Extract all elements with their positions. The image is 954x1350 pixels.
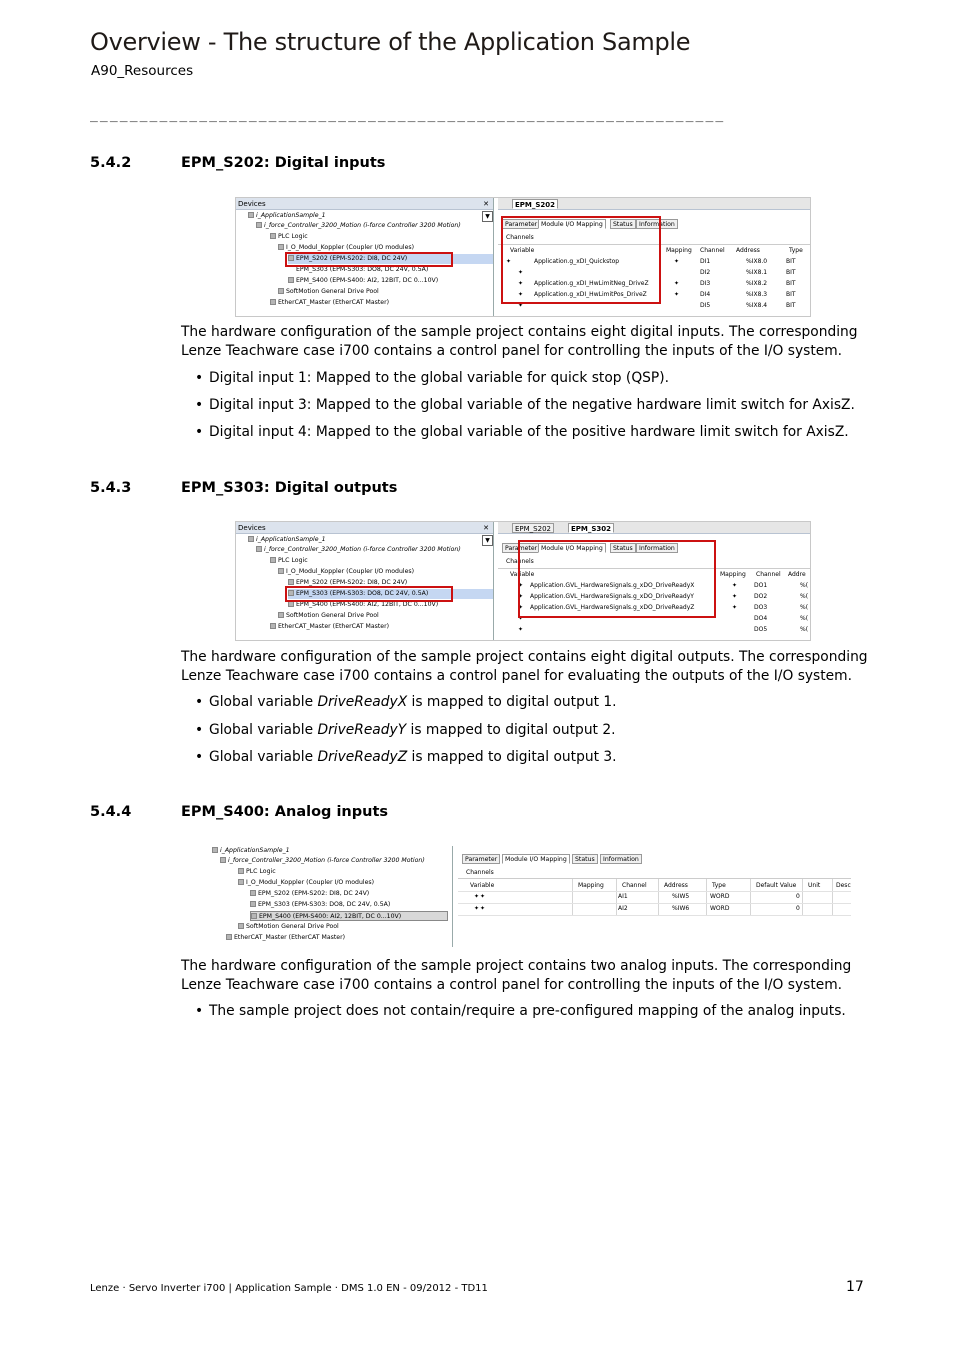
tab-status[interactable]: Status [610,219,636,229]
tree-item[interactable]: EPM_S400 (EPM-S400: AI2, 12BIT, DC 0...10V) [288,600,438,610]
section-number: 5.4.4 [90,804,132,820]
table-row[interactable]: ✦ Application.GVL_HardwareSignals.g_xDO_DriveReadyX ✦ DO1 %( [518,582,809,589]
ethercat-icon [270,623,276,629]
tree-item[interactable]: EtherCAT_Master (EtherCAT Master) [270,298,389,308]
table-row[interactable]: ✦ Application.GVL_HardwareSignals.g_xDO_DriveReadyZ ✦ DO3 %( [518,604,809,611]
map-icon: ✦ [674,280,680,287]
drive-pool-icon [278,612,284,618]
table-row[interactable]: ✦ ✦ AI2 %IW6 WORD 0 [474,905,800,912]
table-row[interactable]: ✦ Application.g_xDI_HwLimitPos_DriveZ ✦ DI4 %IX8.3 BIT [518,291,796,298]
device-icon [256,222,262,228]
drive-pool-icon [278,288,284,294]
highlight-box [285,252,453,267]
tree-item[interactable]: EPM_S303 (EPM-S303: DO8, DC 24V, 0.5A) [296,266,429,273]
doc-tab-epm-s202[interactable]: EPM_S202 [512,199,558,209]
tree-item[interactable]: I_O_Modul_Koppler (Coupler I/O modules) [238,878,374,888]
col-default-value: Default Value [756,882,797,889]
tree-item[interactable]: PLC Logic [270,232,308,242]
map-icon: ✦ [732,593,738,600]
doc-tab-epm-s202[interactable]: EPM_S202 [512,523,554,533]
tab-module-io-mapping[interactable]: Module I/O Mapping [502,854,570,864]
table-row[interactable]: ✦ Application.GVL_HardwareSignals.g_xDO_DriveReadyY ✦ DO2 %( [518,593,809,600]
project-icon [212,847,218,853]
ethercat-icon [226,934,232,940]
tree-item[interactable]: EPM_S303 (EPM-S303: DO8, DC 24V, 0.5A) [250,900,390,910]
tree-item[interactable]: I_O_Modul_Koppler (Coupler I/O modules) [278,567,414,577]
col-variable: Variable [510,247,535,254]
tab-parameter[interactable]: Parameter [502,219,540,229]
editor-pane [458,846,851,947]
tree-item[interactable]: SoftMotion General Drive Pool [238,922,339,932]
module-icon [288,579,294,585]
channels-label: Channels [466,869,494,876]
tree-item[interactable]: i_ApplicationSample_1 [212,846,290,856]
map-icon: ✦ [518,582,524,589]
plc-icon [238,868,244,874]
tree-item[interactable]: EPM_S202 (EPM-S202: DI8, DC 24V) [250,889,369,899]
map-icon: ✦ [674,258,680,265]
map-icon: ✦ [518,269,524,276]
col-address: Address [736,247,760,254]
col-type: Type [712,882,726,889]
tree-item[interactable]: EPM_S400 (EPM-S400: AI2, 12BIT, DC 0...10V) [288,276,438,286]
coupler-icon [278,568,284,574]
highlight-box [518,540,716,618]
screenshot-epm-s202 [235,197,811,317]
coupler-icon [278,244,284,250]
tree-item[interactable]: i_ApplicationSample_1 [248,535,326,545]
dropdown-arrow-icon[interactable]: ▼ [482,211,493,222]
table-row[interactable]: ✦ ✦ AI1 %IW5 WORD 0 [474,893,800,900]
tree-item[interactable]: I_O_Modul_Koppler (Coupler I/O modules) [278,243,414,253]
col-description: Desc [836,882,851,889]
tree-item[interactable]: i_ApplicationSample_1 [248,211,326,221]
map-icon: ✦ [518,280,524,287]
tree-item[interactable]: EtherCAT_Master (EtherCAT Master) [270,622,389,632]
module-icon [251,913,257,919]
table-row[interactable]: ✦ Application.g_xDI_HwLimitNeg_DriveZ ✦ DI3 %IX8.2 BIT [518,280,796,287]
devices-header [236,522,493,534]
tab-status[interactable]: Status [610,543,636,553]
col-channel: Channel [622,882,647,889]
tree-item-selected[interactable]: EPM_S303 (EPM-S303: DO8, DC 24V, 0.5A) [288,589,493,599]
project-icon [248,212,254,218]
map-icon: ✦ [518,302,524,309]
screenshot-epm-s400 [198,846,851,947]
tree-item[interactable]: PLC Logic [270,556,308,566]
col-mapping: Mapping [666,247,692,254]
col-mapping: Mapping [578,882,604,889]
document-tabs [498,198,810,210]
map-icon: ✦ [480,905,486,912]
channels-label: Channels [506,234,534,241]
tree-item[interactable]: i_force_Controller_3200_Motion (i-force Controller 3200 Motion) [256,221,461,231]
tree-item[interactable]: i_force_Controller_3200_Motion (i-force Controller 3200 Motion) [256,545,461,555]
col-address: Addre [788,571,806,578]
page-title: Overview - The structure of the Application Sample [90,28,691,56]
devices-pane [236,522,494,640]
device-icon [256,546,262,552]
map-icon: ✦ [480,893,486,900]
devices-pane [198,846,453,947]
project-icon [248,536,254,542]
section-title: EPM_S202: Digital inputs [181,155,386,171]
tab-information[interactable]: Information [636,219,678,229]
map-icon: ✦ [732,582,738,589]
map-icon: ✦ [518,626,524,633]
ethercat-icon [270,299,276,305]
dropdown-arrow-icon[interactable]: ▼ [482,535,493,546]
coupler-icon [238,879,244,885]
col-channel: Channel [700,247,725,254]
device-icon [220,857,226,863]
map-icon: ✦ [674,291,680,298]
devices-label: Devices [238,200,266,208]
close-icon[interactable]: ✕ [483,524,489,532]
header-rule: ________________________________________________________________ [90,108,726,123]
map-icon: ✦ [518,593,524,600]
screenshot-epm-s303 [235,521,811,641]
doc-tab-epm-s302[interactable]: EPM_S302 [568,523,614,533]
tree-item[interactable]: EtherCAT_Master (EtherCAT Master) [226,933,345,943]
page-subtitle: A90_Resources [91,63,194,79]
tree-item[interactable]: PLC Logic [238,867,276,877]
col-channel: Channel [756,571,781,578]
tab-information[interactable]: Information [600,854,642,864]
module-icon [250,901,256,907]
section-number: 5.4.2 [90,155,132,171]
tree-item[interactable]: SoftMotion General Drive Pool [278,287,379,297]
col-variable: Variable [510,571,535,578]
col-mapping: Mapping [720,571,746,578]
section-paragraph: The hardware configuration of the sample project contains two analog inputs. The corresponding Lenze Teachware case i700 contains a control panel for controlling the inputs of the I/O system. [181,958,852,993]
drive-pool-icon [238,923,244,929]
table-row[interactable]: ✦ DI2 %IX8.1 BIT [518,269,796,276]
map-icon: ✦ [474,893,480,900]
map-icon: ✦ [518,615,524,622]
col-type: Type [789,247,803,254]
page-footer: Lenze · Servo Inverter i700 | Application Sample · DMS 1.0 EN - 09/2012 - TD11 [90,1283,488,1294]
map-icon: ✦ [732,604,738,611]
section-number: 5.4.3 [90,480,132,496]
devices-header [236,198,493,210]
section-title: EPM_S400: Analog inputs [181,804,389,820]
editor-pane [498,198,810,316]
col-unit: Unit [808,882,821,889]
editor-pane [498,522,810,640]
tab-module-io-mapping[interactable]: Module I/O Mapping [538,543,606,553]
tree-item-selected[interactable]: EPM_S400 (EPM-S400: AI2, 12BIT, DC 0...10V) [250,911,448,921]
channels-label: Channels [506,558,534,565]
tab-information[interactable]: Information [636,543,678,553]
col-address: Address [664,882,688,889]
section-title: EPM_S303: Digital outputs [181,480,398,496]
highlight-box [501,216,661,304]
plc-icon [270,233,276,239]
tab-module-io-mapping[interactable]: Module I/O Mapping [538,219,606,229]
map-icon: ✦ [506,258,512,265]
devices-label: Devices [238,524,266,532]
tree-item[interactable]: i_force_Controller_3200_Motion (i-force Controller 3200 Motion) [220,856,425,866]
module-icon [250,890,256,896]
tab-parameter[interactable]: Parameter [462,854,500,864]
table-row[interactable]: ✦ DO4 %( [518,615,809,622]
table-row[interactable]: ✦ DO5 %( [518,626,809,633]
map-icon: ✦ [474,905,480,912]
table-row[interactable]: ✦ DI5 %IX8.4 BIT [518,302,796,309]
tab-status[interactable]: Status [572,854,598,864]
tab-parameter[interactable]: Parameter [502,543,540,553]
tree-item[interactable]: SoftMotion General Drive Pool [278,611,379,621]
highlight-box [285,586,453,602]
plc-icon [270,557,276,563]
map-icon: ✦ [518,604,524,611]
document-tabs [498,522,810,534]
close-icon[interactable]: ✕ [483,200,489,208]
devices-pane [236,198,494,316]
section-paragraph: The hardware configuration of the sample project contains eight digital inputs. The corresponding Lenze Teachware case i700 contains a control panel for controlling the inputs of the I/O system. [181,324,858,359]
page-number: 17 [846,1279,864,1295]
tree-item-selected[interactable]: EPM_S202 (EPM-S202: DI8, DC 24V) [288,254,493,264]
section-paragraph: The hardware configuration of the sample project contains eight digital outputs. The corresponding Lenze Teachware case i700 contains a control panel for evaluating the outputs of the I/O system. [181,649,868,684]
col-variable: Variable [470,882,495,889]
table-row[interactable]: ✦ Application.g_xDI_Quickstop ✦ DI1 %IX8.0 BIT [506,258,796,265]
map-icon: ✦ [518,291,524,298]
tree-item[interactable]: EPM_S202 (EPM-S202: DI8, DC 24V) [288,578,407,588]
module-icon [288,277,294,283]
